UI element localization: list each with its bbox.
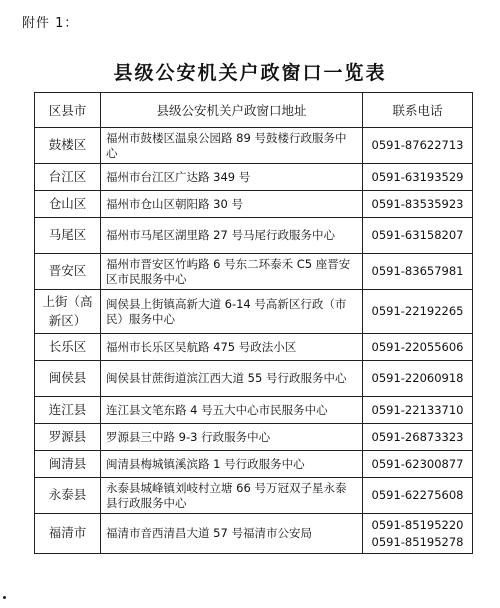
district-cell: 罗源县 — [35, 424, 101, 451]
address-cell: 福州市马尾区湖里路 27 号马尾行政服务中心 — [101, 218, 363, 254]
address-cell: 罗源县三中路 9-3 行政服务中心 — [101, 424, 363, 451]
address-cell: 闽侯县上街镇高新大道 6-14 号高新区行政（市民）服务中心 — [101, 290, 363, 334]
address-cell: 闽清县梅城镇溪滨路 1 号行政服务中心 — [101, 451, 363, 478]
phone-cell: 0591-22060918 — [363, 361, 473, 397]
office-table — [34, 92, 473, 554]
district-cell: 台江区 — [35, 164, 101, 191]
district-cell: 鼓楼区 — [35, 128, 101, 164]
phone-cell: 0591-83535923 — [363, 191, 473, 218]
phone-cell: 0591-83657981 — [363, 254, 473, 290]
phone-cell: 0591-87622713 — [363, 128, 473, 164]
header-district: 区县市 — [35, 93, 101, 128]
address-cell: 福清市音西清昌大道 57 号福清市公安局 — [101, 514, 363, 554]
address-cell: 福州市仓山区朝阳路 30 号 — [101, 191, 363, 218]
phone-cell: 0591-62300877 — [363, 451, 473, 478]
table-row — [35, 361, 473, 397]
address-cell: 福州市台江区广达路 349 号 — [101, 164, 363, 191]
table-row — [35, 478, 473, 514]
table-row — [35, 397, 473, 424]
table-row — [35, 334, 473, 361]
table-row — [35, 290, 473, 334]
table-row — [35, 424, 473, 451]
table-row — [35, 514, 473, 554]
phone-cell: 0591-22192265 — [363, 290, 473, 334]
stray-dot — [3, 596, 6, 599]
district-cell: 长乐区 — [35, 334, 101, 361]
phone-cell: 0591-63193529 — [363, 164, 473, 191]
address-cell: 连江县文笔东路 4 号五大中心市民服务中心 — [101, 397, 363, 424]
address-cell: 福州市鼓楼区温泉公园路 89 号鼓楼行政服务中心 — [101, 128, 363, 164]
address-cell: 福州市晋安区竹屿路 6 号东二环泰禾 C5 座晋安区市民服务中心 — [101, 254, 363, 290]
table-row — [35, 191, 473, 218]
district-cell: 晋安区 — [35, 254, 101, 290]
phone-cell: 0591-62275608 — [363, 478, 473, 514]
table-row — [35, 451, 473, 478]
header-phone: 联系电话 — [363, 93, 473, 128]
district-cell: 永泰县 — [35, 478, 101, 514]
table-row — [35, 218, 473, 254]
phone-cell: 0591-85195220 0591-85195278 — [363, 514, 473, 554]
district-cell: 仓山区 — [35, 191, 101, 218]
table-row — [35, 128, 473, 164]
address-cell: 永泰县城峰镇刘岐村立塘 66 号万冠双子星永泰县行政服务中心 — [101, 478, 363, 514]
district-cell: 上街（高新区） — [35, 290, 101, 334]
district-cell: 闽清县 — [35, 451, 101, 478]
phone-cell: 0591-22133710 — [363, 397, 473, 424]
district-cell: 福清市 — [35, 514, 101, 554]
phone-cell: 0591-22055606 — [363, 334, 473, 361]
district-cell: 马尾区 — [35, 218, 101, 254]
address-cell: 福州市长乐区吴航路 475 号政法小区 — [101, 334, 363, 361]
address-cell: 闽侯县甘蔗街道滨江西大道 55 号行政服务中心 — [101, 361, 363, 397]
phone-cell: 0591-63158207 — [363, 218, 473, 254]
district-cell: 连江县 — [35, 397, 101, 424]
document-title: 县级公安机关户政窗口一览表 — [113, 62, 387, 84]
table-header-row — [35, 93, 473, 128]
attachment-label: 附件 1： — [22, 16, 79, 31]
table-row — [35, 254, 473, 290]
header-address: 县级公安机关户政窗口地址 — [101, 93, 363, 128]
district-cell: 闽侯县 — [35, 361, 101, 397]
table-row — [35, 164, 473, 191]
phone-cell: 0591-26873323 — [363, 424, 473, 451]
